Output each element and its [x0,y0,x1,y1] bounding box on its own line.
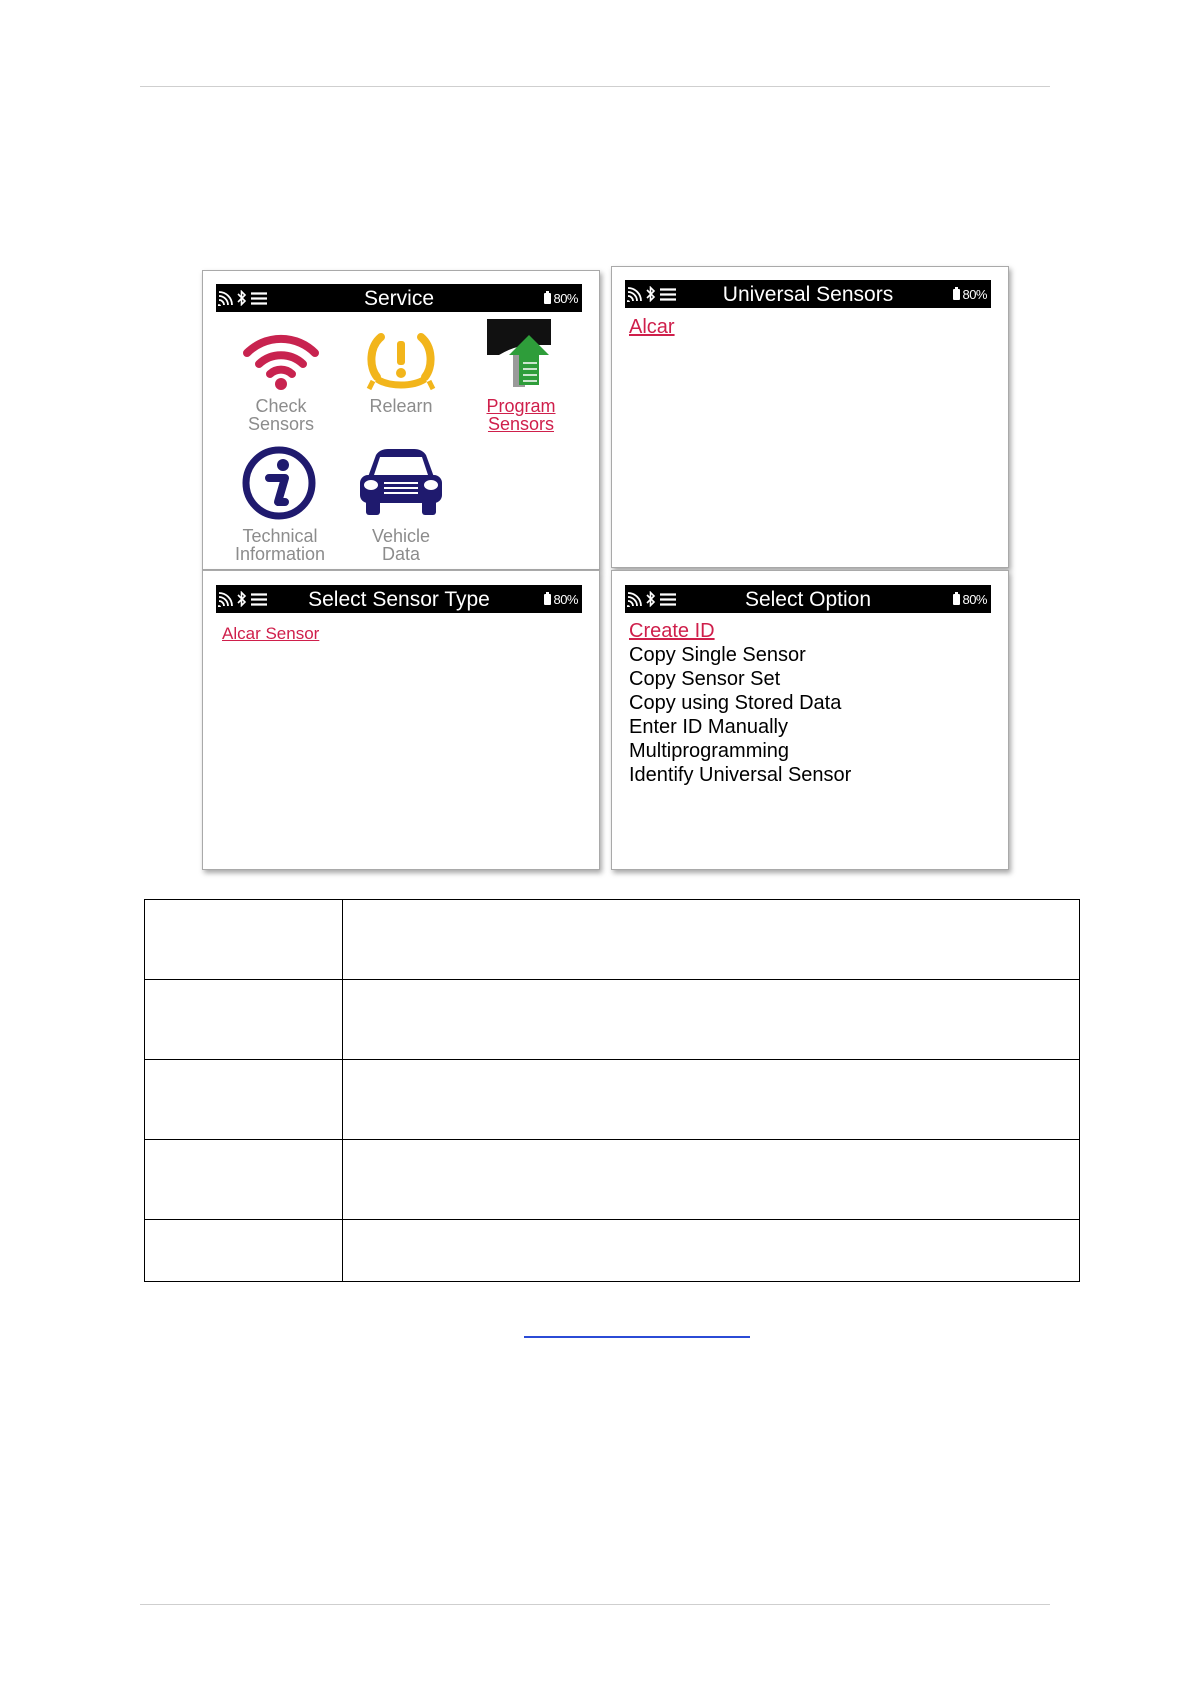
status-bar [625,280,991,308]
tile-label: Program Sensors [486,396,556,434]
battery-icon [953,289,960,300]
table-cell [145,900,343,980]
tile-vehicle-data[interactable] [351,445,451,565]
menu-item-alcar[interactable]: Alcar [629,316,675,338]
menu-item-create-id[interactable]: Create ID [629,620,715,642]
table-row [145,900,1080,980]
table-row [145,980,1080,1060]
relearn-icon [363,329,439,391]
service-screen [202,270,600,570]
screen-title: Select Option [744,588,872,611]
table-cell [343,1140,1080,1220]
menu-item-copy-using-stored-data[interactable]: Copy using Stored Data [629,692,842,714]
header-rule [140,86,1050,87]
menu-item-identify-universal-sensor[interactable]: Identify Universal Sensor [629,764,852,786]
screen-title: Universal Sensors [722,283,894,306]
menu-item-copy-single-sensor[interactable]: Copy Single Sensor [629,644,806,666]
battery-icon [953,594,960,605]
table-cell [343,1060,1080,1140]
battery-icon [544,293,551,304]
table-cell [343,980,1080,1060]
tile-label: Relearn [369,396,433,416]
table-row [145,1060,1080,1140]
menu-item-copy-sensor-set[interactable]: Copy Sensor Set [629,668,781,690]
table-cell [145,1140,343,1220]
universal-sensors-screen [611,266,1009,568]
tile-label: Technical Information [234,526,326,564]
screen-title: Select Sensor Type [308,588,490,611]
tile-check-sensors[interactable] [233,323,333,433]
battery-level: 80% [962,591,987,607]
technical-information-icon [241,445,317,521]
tile-program-sensors[interactable] [471,319,571,433]
table-row [145,1140,1080,1220]
menu-item-alcar-sensor[interactable]: Alcar Sensor [222,624,320,643]
tile-relearn[interactable] [351,323,451,433]
tile-label: Check Sensors [247,396,315,434]
battery-icon [544,594,551,605]
menu-item-enter-id-manually[interactable]: Enter ID Manually [629,716,788,738]
battery-level: 80% [553,591,578,607]
menu-item-multiprogramming[interactable]: Multiprogramming [629,740,790,762]
battery-indicator [544,591,578,607]
info-table [144,899,1080,1282]
status-bar [216,585,582,613]
program-sensors-icon [483,319,559,389]
tile-technical-information[interactable] [223,445,337,565]
table-cell [145,1220,343,1282]
hyperlink-underline[interactable] [524,1336,750,1338]
table-cell [145,980,343,1060]
select-sensor-type-screen [202,570,600,870]
select-option-screen [611,570,1009,870]
status-bar [625,585,991,613]
screen-title: Service [363,287,435,310]
table-cell [343,1220,1080,1282]
check-sensors-icon [241,329,321,391]
battery-level: 80% [553,290,578,306]
table-row [145,1220,1080,1282]
vehicle-data-icon [358,447,444,517]
footer-rule [140,1604,1050,1605]
table-cell [343,900,1080,980]
battery-indicator [953,591,987,607]
battery-level: 80% [962,286,987,302]
battery-indicator [953,286,987,302]
tile-label: Vehicle Data [371,526,431,564]
status-bar [216,284,582,312]
battery-indicator [544,290,578,306]
table-cell [145,1060,343,1140]
